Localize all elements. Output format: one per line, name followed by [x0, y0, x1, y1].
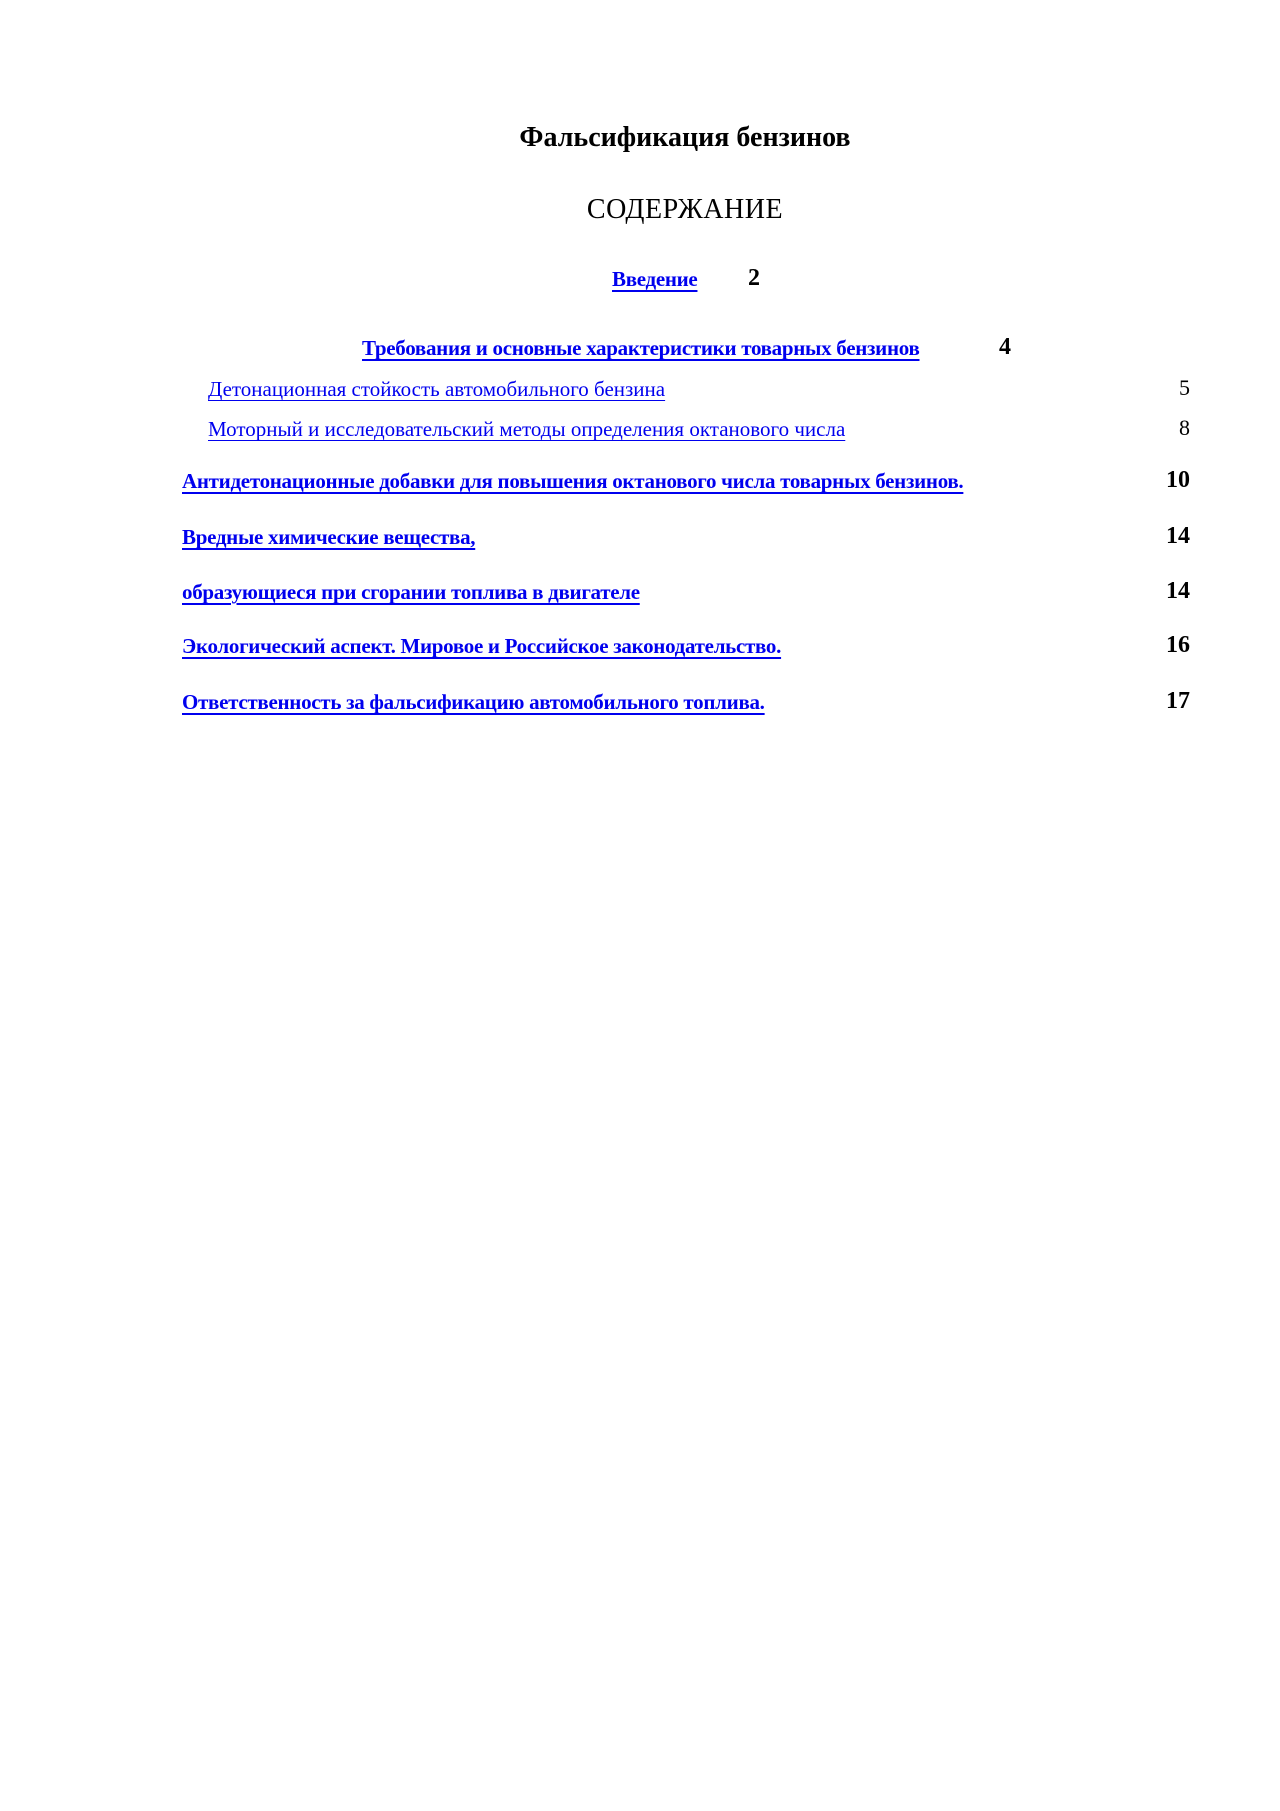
toc-link-combustion-products[interactable]: образующиеся при сгорании топлива в двигателе	[182, 580, 640, 604]
toc-page-harmful-substances: 14	[1166, 523, 1190, 549]
toc-page-introduction: 2	[748, 265, 760, 291]
toc-page-liability: 17	[1166, 688, 1190, 714]
toc-page-ecological-aspect: 16	[1166, 632, 1190, 658]
toc-link-requirements[interactable]: Требования и основные характеристики товарных бензинов	[362, 336, 920, 360]
toc-page-antiknock-additives: 10	[1166, 467, 1190, 493]
toc-page-knock-resistance: 5	[1179, 375, 1190, 400]
toc-page-combustion-products: 14	[1166, 578, 1190, 604]
toc-link-liability[interactable]: Ответственность за фальсификацию автомобильного топлива.	[182, 690, 765, 714]
toc-link-octane-methods[interactable]: Моторный и исследовательский методы определения октанового числа	[208, 417, 846, 441]
toc-page-octane-methods: 8	[1179, 415, 1190, 440]
toc-link-knock-resistance[interactable]: Детонационная стойкость автомобильного бензина	[208, 377, 666, 401]
toc-heading: СОДЕРЖАНИЕ	[586, 194, 784, 225]
toc-link-ecological-aspect[interactable]: Экологический аспект. Мировое и Российское законодательство.	[182, 634, 782, 658]
toc-page-requirements: 4	[999, 334, 1011, 360]
toc-link-antiknock-additives[interactable]: Антидетонационные добавки для повышения октанового числа товарных бензинов.	[182, 469, 964, 493]
toc-link-harmful-substances[interactable]: Вредные химические вещества,	[182, 525, 476, 549]
document-title: Фальсификация бензинов	[519, 122, 851, 153]
toc-link-introduction[interactable]: Введение	[612, 267, 698, 291]
